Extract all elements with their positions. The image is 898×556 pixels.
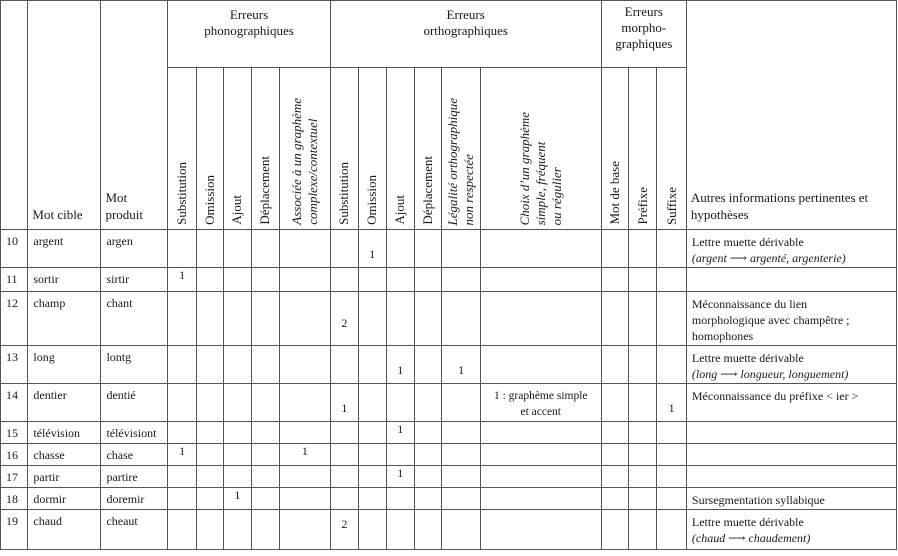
mot-cible-cell: argent	[28, 230, 101, 268]
error-count-cell	[196, 510, 223, 550]
mot-produit-cell: chase	[101, 444, 168, 466]
row-number: 12	[1, 292, 28, 346]
error-count-cell	[657, 422, 686, 444]
error-count-cell: 2	[330, 292, 358, 346]
error-count-cell	[414, 466, 441, 488]
phono-col-header	[196, 68, 223, 230]
mot-produit-cell: télévisiont	[101, 422, 168, 444]
ortho-col-header	[359, 68, 386, 230]
error-count-cell	[601, 488, 628, 510]
ortho-group-line: Erreurs	[446, 7, 485, 22]
error-count-cell	[251, 510, 279, 550]
error-count-cell	[196, 346, 223, 384]
error-count-cell	[480, 422, 601, 444]
morpho-col-header	[601, 68, 628, 230]
error-count-cell	[480, 466, 601, 488]
row-number: 17	[1, 466, 28, 488]
phono-col-label	[202, 169, 218, 225]
error-count-cell	[251, 346, 279, 384]
error-count-cell	[224, 510, 251, 550]
table-row	[1, 268, 897, 292]
error-count-cell	[629, 230, 657, 268]
phono-group-header	[168, 1, 330, 68]
error-count-cell: 1	[330, 384, 358, 422]
error-count-cell	[224, 346, 251, 384]
phono-col-label-line: complexe/contextuel	[304, 118, 320, 225]
mot-produit-cell: partire	[101, 466, 168, 488]
error-count-cell	[279, 510, 330, 550]
error-count-cell	[330, 346, 358, 384]
morpho-col-label-line: Suffixe	[663, 186, 679, 225]
ortho-col-label	[420, 150, 436, 225]
autres-info-line: (argent ⟶ argenté, argenterie)	[691, 251, 846, 265]
error-count-cell	[224, 422, 251, 444]
mot-produit-header	[101, 1, 168, 230]
table-row	[1, 466, 897, 488]
phono-col-header	[168, 68, 196, 230]
ortho-col-label-line: Substitution	[336, 162, 352, 225]
error-count-cell	[279, 292, 330, 346]
error-count-cell	[386, 384, 414, 422]
autres-info-line: Sursegmentation syllabique	[691, 493, 825, 507]
error-count-cell	[168, 292, 196, 346]
autres-info-cell	[686, 488, 896, 510]
mot-produit-cell: lontg	[101, 346, 168, 384]
error-count-cell	[629, 466, 657, 488]
error-count-cell	[601, 510, 628, 550]
error-count-cell	[414, 510, 441, 550]
ortho-col-label	[445, 92, 477, 225]
morpho-col-header	[629, 68, 657, 230]
error-count-cell	[224, 230, 251, 268]
error-count-cell	[279, 346, 330, 384]
mot-produit-cell: argen	[101, 230, 168, 268]
error-count-cell	[168, 384, 196, 422]
error-count-cell	[657, 488, 686, 510]
phono-col-label-line: Substitution	[174, 162, 190, 225]
error-count-cell	[480, 230, 601, 268]
error-count-cell	[442, 268, 481, 292]
error-note-line: 1 : graphème simple	[493, 390, 588, 402]
error-count-cell	[629, 292, 657, 346]
error-count-cell	[279, 422, 330, 444]
mot-cible-cell: chasse	[28, 444, 101, 466]
error-count-cell	[480, 346, 601, 384]
morpho-group-line: graphiques	[615, 36, 673, 51]
error-count-cell	[657, 444, 686, 466]
autres-info-cell	[686, 268, 896, 292]
error-count-cell	[657, 466, 686, 488]
error-count-cell	[168, 510, 196, 550]
ortho-col-header	[480, 68, 601, 230]
error-count-cell: 1	[359, 230, 386, 268]
error-count-cell	[601, 384, 628, 422]
error-count-cell	[442, 422, 481, 444]
error-count-cell: 1	[279, 444, 330, 466]
phono-col-header	[224, 68, 251, 230]
error-count-cell	[196, 422, 223, 444]
mot-cible-cell: dormir	[28, 488, 101, 510]
phono-col-label-line: Omission	[201, 175, 217, 225]
mot-cible-line: cible	[57, 207, 83, 222]
error-count-cell	[359, 466, 386, 488]
row-number: 19	[1, 510, 28, 550]
error-count-cell	[359, 268, 386, 292]
error-count-cell	[251, 488, 279, 510]
error-count-cell	[480, 292, 601, 346]
ortho-col-header	[330, 68, 358, 230]
error-count-cell: 1	[386, 422, 414, 444]
error-count-cell	[601, 346, 628, 384]
mot-produit-line: produit	[105, 207, 143, 222]
error-count-cell	[601, 230, 628, 268]
error-count-cell	[251, 444, 279, 466]
autres-header	[686, 1, 896, 230]
autres-info-cell	[686, 510, 896, 550]
error-count-cell	[629, 346, 657, 384]
ortho-col-label-line: non respectée	[461, 153, 477, 225]
morpho-col-label	[664, 181, 680, 225]
error-count-cell	[279, 384, 330, 422]
error-count-cell	[386, 444, 414, 466]
phono-col-label-line: Associée à un graphème	[288, 98, 304, 225]
ortho-col-header	[442, 68, 481, 230]
table-row	[1, 422, 897, 444]
morpho-col-label	[607, 155, 623, 225]
error-count-cell	[657, 230, 686, 268]
error-count-cell	[330, 444, 358, 466]
phono-col-label	[257, 150, 273, 225]
mot-produit-line: Mot	[105, 190, 128, 205]
error-count-cell	[414, 230, 441, 268]
error-count-cell: 2	[330, 510, 358, 550]
error-count-cell	[480, 268, 601, 292]
autres-info-cell	[686, 292, 896, 346]
error-count-cell	[442, 444, 481, 466]
error-count-cell	[224, 444, 251, 466]
ortho-col-label-line: Déplacement	[420, 156, 436, 225]
error-count-cell	[386, 488, 414, 510]
error-count-cell	[442, 292, 481, 346]
error-count-cell	[196, 268, 223, 292]
error-count-cell	[279, 488, 330, 510]
ortho-col-label-line: Légalité orthographique	[445, 97, 461, 225]
error-count-cell	[480, 384, 601, 422]
error-count-cell	[442, 384, 481, 422]
mot-cible-cell: champ	[28, 292, 101, 346]
row-number: 14	[1, 384, 28, 422]
autres-info-line: (chaud ⟶ chaudement)	[691, 531, 811, 545]
error-count-cell	[601, 444, 628, 466]
error-count-cell	[330, 422, 358, 444]
error-count-cell	[279, 466, 330, 488]
error-count-cell	[601, 466, 628, 488]
phono-col-label	[174, 156, 190, 225]
mot-cible-cell: sortir	[28, 268, 101, 292]
autres-info-line: homophones	[691, 329, 754, 343]
error-count-cell	[629, 510, 657, 550]
error-count-cell: 1	[657, 384, 686, 422]
table-row	[1, 510, 897, 550]
autres-info-line: Méconnaissance du lien	[691, 297, 808, 311]
error-count-cell	[196, 444, 223, 466]
error-count-cell	[414, 444, 441, 466]
error-count-cell	[629, 268, 657, 292]
ortho-col-label-line: simple, fréquent	[532, 141, 548, 225]
error-count-cell	[629, 444, 657, 466]
autres-info-cell	[686, 384, 896, 422]
autres-info-cell	[686, 422, 896, 444]
autres-header-line: pertinentes et hypothèses	[690, 190, 869, 222]
error-count-cell	[168, 466, 196, 488]
error-count-cell	[224, 292, 251, 346]
error-count-cell: 1	[386, 466, 414, 488]
error-count-cell	[414, 384, 441, 422]
error-count-cell	[414, 422, 441, 444]
error-count-cell	[251, 268, 279, 292]
ortho-col-header	[414, 68, 441, 230]
row-number: 11	[1, 268, 28, 292]
error-count-cell	[414, 292, 441, 346]
mot-cible-cell: télévision	[28, 422, 101, 444]
mot-produit-cell: sirtir	[101, 268, 168, 292]
table-row	[1, 346, 897, 384]
autres-info-cell	[686, 230, 896, 268]
error-count-cell	[330, 488, 358, 510]
ortho-col-label	[392, 189, 408, 225]
mot-cible-header	[28, 1, 101, 230]
ortho-col-label-line: Ajout	[392, 195, 408, 225]
error-count-cell	[251, 466, 279, 488]
error-count-cell	[168, 230, 196, 268]
error-count-cell	[224, 384, 251, 422]
error-count-cell	[442, 510, 481, 550]
error-count-cell	[386, 268, 414, 292]
error-count-cell: 1	[224, 488, 251, 510]
error-count-cell	[657, 346, 686, 384]
table-row	[1, 384, 897, 422]
mot-produit-cell: dentié	[101, 384, 168, 422]
phono-group-line: phonographiques	[204, 23, 294, 38]
error-count-cell	[359, 444, 386, 466]
error-count-cell	[330, 466, 358, 488]
phono-col-label-line: Ajout	[229, 195, 245, 225]
row-number: 10	[1, 230, 28, 268]
error-count-cell	[359, 292, 386, 346]
table-row	[1, 444, 897, 466]
row-number: 15	[1, 422, 28, 444]
error-count-cell	[386, 510, 414, 550]
mot-cible-cell: long	[28, 346, 101, 384]
error-count-cell	[251, 422, 279, 444]
mot-produit-cell: chant	[101, 292, 168, 346]
row-number: 18	[1, 488, 28, 510]
autres-info-line: Méconnaissance du préfixe < ier >	[691, 389, 859, 403]
ortho-col-label-line: Choix d’un graphème	[516, 111, 532, 225]
autres-info-line: Lettre muette dérivable	[691, 515, 804, 529]
error-count-cell	[359, 384, 386, 422]
error-count-cell	[330, 268, 358, 292]
morpho-group-line: morpho-	[621, 20, 667, 35]
error-count-cell	[657, 510, 686, 550]
error-count-cell	[224, 268, 251, 292]
error-count-cell	[442, 488, 481, 510]
ortho-col-label	[364, 169, 380, 225]
error-count-cell	[601, 422, 628, 444]
table-row	[1, 488, 897, 510]
phono-col-label	[289, 92, 321, 225]
error-count-cell	[414, 268, 441, 292]
morpho-col-label	[635, 181, 651, 225]
table-body	[1, 230, 897, 550]
error-count-cell	[359, 346, 386, 384]
error-count-cell	[196, 230, 223, 268]
morpho-col-label-line: Préfixe	[634, 187, 650, 225]
error-count-cell	[601, 268, 628, 292]
table-row	[1, 292, 897, 346]
ortho-col-label-line: Omission	[364, 175, 380, 225]
row-number: 13	[1, 346, 28, 384]
phono-col-label	[229, 189, 245, 225]
error-count-cell: 1	[168, 444, 196, 466]
error-count-cell	[629, 384, 657, 422]
autres-info-cell	[686, 466, 896, 488]
autres-info-cell	[686, 444, 896, 466]
mot-produit-cell: cheaut	[101, 510, 168, 550]
error-count-cell: 1	[442, 346, 481, 384]
phono-col-header	[251, 68, 279, 230]
mot-produit-cell: doremir	[101, 488, 168, 510]
ortho-col-label	[336, 156, 352, 225]
error-count-cell	[359, 510, 386, 550]
error-count-cell	[196, 384, 223, 422]
error-count-cell: 1	[386, 346, 414, 384]
error-count-cell	[168, 422, 196, 444]
ortho-group-line: orthographiques	[423, 23, 508, 38]
phono-col-label-line: Déplacement	[257, 156, 273, 225]
error-count-cell	[168, 346, 196, 384]
error-count-cell	[629, 488, 657, 510]
morpho-group-header	[601, 1, 686, 68]
autres-header-line: Autres informations	[690, 190, 796, 205]
error-count-cell: 1	[168, 268, 196, 292]
error-count-cell	[251, 292, 279, 346]
autres-info-line: Lettre muette dérivable	[691, 351, 804, 365]
error-count-cell	[224, 466, 251, 488]
phono-group-line: Erreurs	[229, 7, 269, 22]
error-count-cell	[168, 488, 196, 510]
ortho-col-header	[386, 68, 414, 230]
error-count-cell	[386, 292, 414, 346]
error-count-cell	[359, 422, 386, 444]
autres-info-cell	[686, 346, 896, 384]
error-count-cell	[442, 466, 481, 488]
row-number: 16	[1, 444, 28, 466]
morpho-group-line: Erreurs	[624, 4, 663, 19]
error-count-cell	[442, 230, 481, 268]
morpho-col-header	[657, 68, 686, 230]
error-count-cell	[279, 230, 330, 268]
error-count-cell	[251, 384, 279, 422]
morpho-col-label-line: Mot de base	[606, 161, 622, 225]
autres-info-line: (long ⟶ longueur, longuement)	[691, 367, 849, 381]
autres-info-line: morphologique avec champêtre ;	[691, 313, 850, 327]
ortho-col-label-line: ou régulier	[548, 166, 564, 225]
error-note-line: et accent	[520, 406, 562, 418]
error-count-cell	[330, 230, 358, 268]
error-count-cell	[480, 488, 601, 510]
error-count-cell	[601, 292, 628, 346]
error-count-cell	[359, 488, 386, 510]
mot-cible-cell: dentier	[28, 384, 101, 422]
table-header	[1, 1, 897, 230]
error-count-cell	[414, 488, 441, 510]
error-count-cell	[657, 268, 686, 292]
error-count-cell	[279, 268, 330, 292]
error-count-cell	[196, 292, 223, 346]
error-count-cell	[196, 488, 223, 510]
autres-info-line: Lettre muette dérivable	[691, 235, 804, 249]
phono-col-header	[279, 68, 330, 230]
error-count-cell	[414, 346, 441, 384]
error-count-cell	[480, 444, 601, 466]
mot-cible-cell: chaud	[28, 510, 101, 550]
error-count-cell	[386, 230, 414, 268]
error-count-cell	[629, 422, 657, 444]
ortho-group-header	[330, 1, 601, 68]
mot-cible-line: Mot	[32, 207, 55, 222]
ortho-col-label	[517, 106, 565, 225]
error-count-cell	[196, 466, 223, 488]
error-count-cell	[251, 230, 279, 268]
error-count-cell	[480, 510, 601, 550]
row-number-header	[1, 1, 28, 230]
table-row	[1, 230, 897, 268]
error-count-cell	[657, 292, 686, 346]
mot-cible-cell: partir	[28, 466, 101, 488]
